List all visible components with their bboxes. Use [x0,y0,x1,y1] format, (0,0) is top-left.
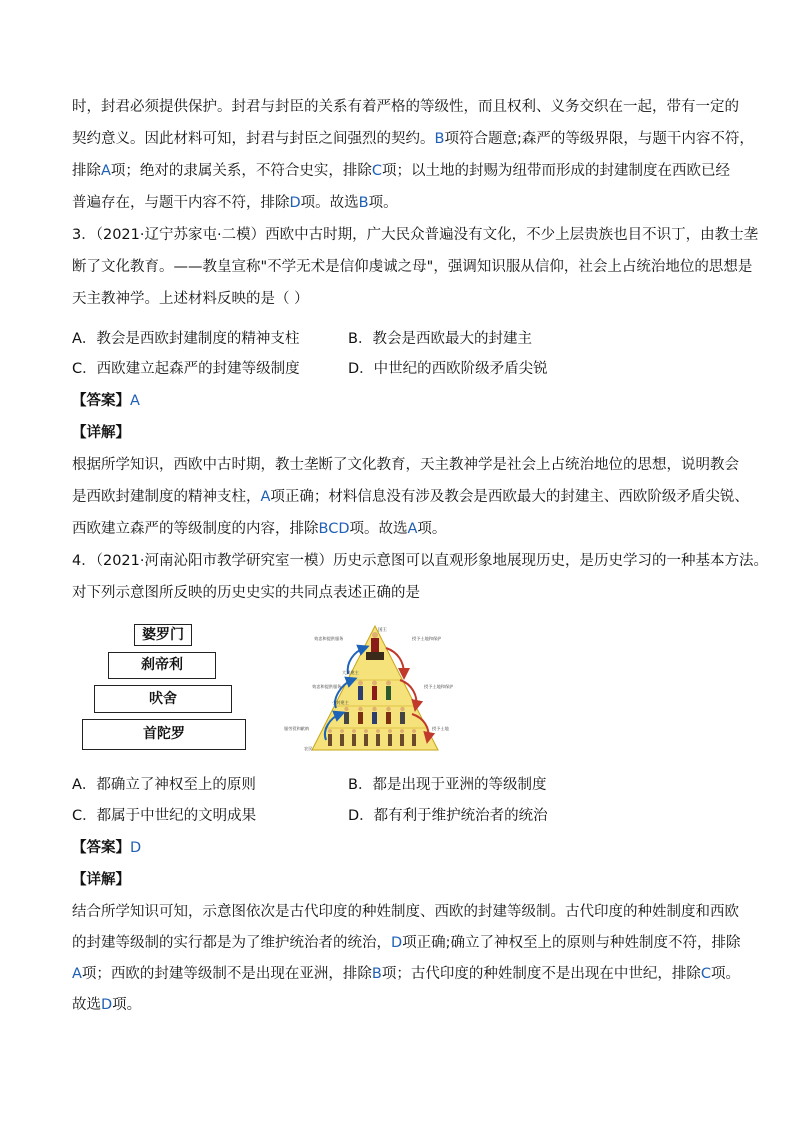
left-label-2: 效忠和提供服务 [312,684,342,689]
question-stem: 4．（2021·河南沁阳市教学研究室一模）历史示意图可以直观形象地展现历史，是历史学习的一种基本方法。 [72,553,768,569]
question-stem: 对下列示意图所反映的历史史实的共同点表述正确的是 [72,585,420,601]
level-label-lord: 大封建主 [342,670,359,675]
detail-text: 结合所学知识可知，示意图依次是古代印度的种姓制度、西欧的封建等级制。古代印度的种姓制度和西欧 [72,904,739,920]
text-line: 普遍存在，与题干内容不符，排除D项。故选B项。 [72,195,398,211]
option-b: B．教会是西欧最大的封建主 [348,331,532,347]
detail-text: 是西欧封建制度的精神支柱，A项正确；材料信息没有涉及教会是西欧最大的封建主、西欧阶级矛盾尖锐、 [72,489,749,505]
question-stem: 3．（2021·辽宁苏家屯·二模）西欧中古时期，广大民众普遍没有文化，不少上层贵族也目不识丁，由教士垄 [72,227,759,243]
option-a: A．都确立了神权至上的原则 [72,777,256,793]
option-d: D．都有利于维护统治者的统治 [348,808,548,824]
right-label-3: 授予土地 [432,726,449,731]
caste-level-1: 婆罗门 [134,624,192,646]
detail-text: 西欧建立森严的等级制度的内容，排除BCD项。故选A项。 [72,521,447,537]
text-line: 契约意义。因此材料可知，封君与封臣之间强烈的契约。B项符合题意;森严的等级界限，与题干内容不符， [72,131,754,147]
question-stem: 天主教神学。上述材料反映的是（ ） [72,291,309,307]
answer: 【答案】D [72,840,142,856]
option-d: D．中世纪的西欧阶级矛盾尖锐 [348,361,548,377]
caste-level-2: 刹帝利 [108,652,216,679]
detail-text: 故选D项。 [72,997,142,1013]
text-line: 排除A项；绝对的隶属关系，不符合史实，排除C项；以土地的封赐为纽带而形成的封建制度在西欧已经 [72,163,731,179]
detail-text: 的封建等级制的实行都是为了维护统治者的统治，D项正确;确立了神权至上的原则与种姓制度不符，排除 [72,935,741,951]
caste-level-3: 吠舍 [94,685,232,713]
answer: 【答案】A [72,393,140,409]
option-a: A．教会是西欧封建制度的精神支柱 [72,331,300,347]
detail-label: 【详解】 [72,872,130,888]
feudal-pyramid-diagram [282,622,468,756]
question-stem: 断了文化教育。——教皇宣称"不学无术是信仰虔诚之母"，强调知识服从信仰，社会上占统治地位的思想是 [72,259,753,275]
detail-label: 【详解】 [72,425,130,441]
right-label-2: 授予土地和保护 [424,684,454,689]
level-label-peasant: 农民 [304,746,313,751]
lord-figures [358,681,391,701]
text-line: 时，封君必须提供保护。封君与封臣的关系有着严格的等级性，而且权利、义务交织在一起，带有一定的 [72,99,739,115]
level-label-knight: 小封建主 [332,700,349,705]
option-c: C．都属于中世纪的文明成果 [72,808,257,824]
level-label-king: 国王 [378,628,387,633]
option-c: C．西欧建立起森严的封建等级制度 [72,361,300,377]
detail-text: A项；西欧的封建等级制不是出现在亚洲，排除B项；古代印度的种姓制度不是出现在中世纪，排除C项。 [72,966,740,982]
left-label-1: 效忠和提供服务 [314,636,344,641]
right-label-1: 授予土地和保护 [412,636,442,641]
left-label-3: 服劳役和献纳 [284,726,310,731]
detail-text: 根据所学知识，西欧中古时期，教士垄断了文化教育，天主教神学是社会上占统治地位的思想，说明教会 [72,457,739,473]
option-b: B．都是出现于亚洲的等级制度 [348,777,547,793]
caste-level-4: 首陀罗 [82,719,246,750]
